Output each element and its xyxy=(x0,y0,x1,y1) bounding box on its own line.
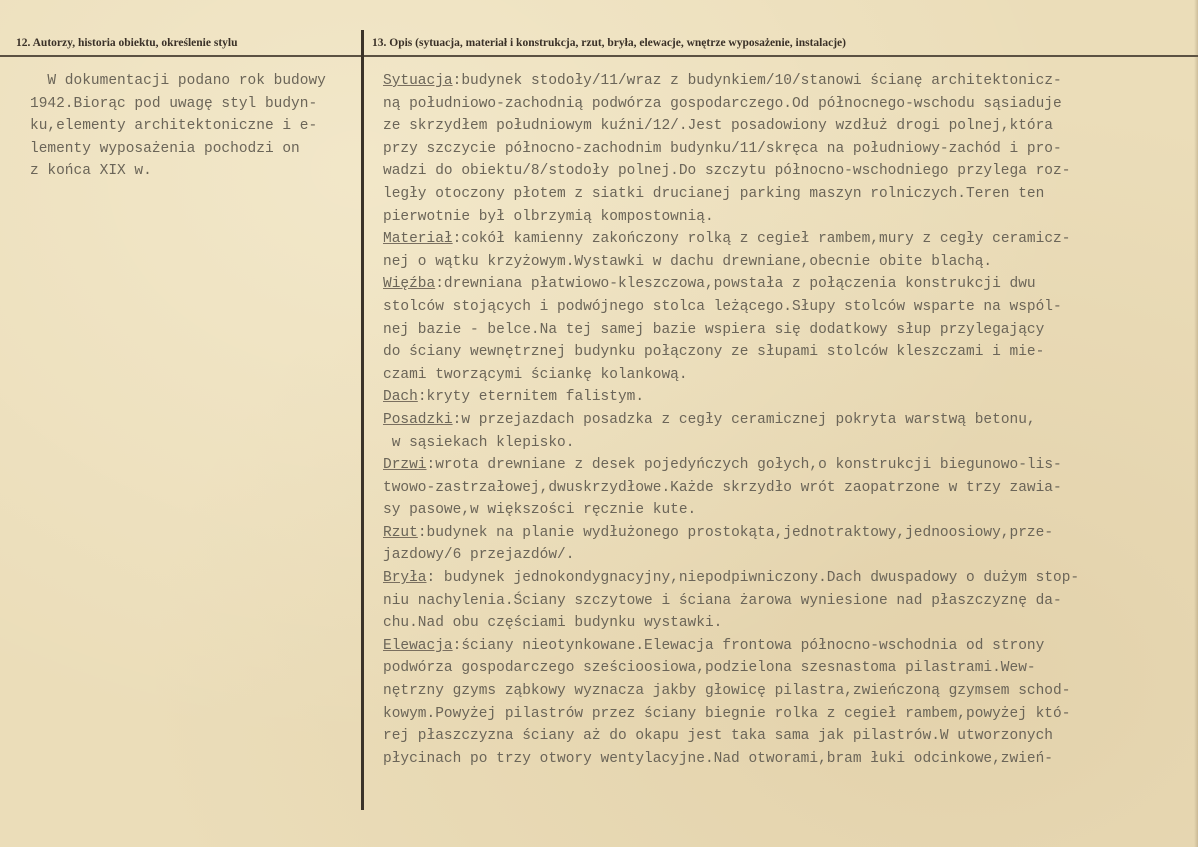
subsection-text: :budynek na planie wydłużonego prostokąta,jednotraktowy,jednoosiowy,prze- xyxy=(417,524,1054,541)
subsection-text: w sąsiekach klepisko. xyxy=(383,434,575,451)
column-divider xyxy=(361,30,364,810)
subsection-text: :drewniana płatwiowo-kleszczowa,powstała z połączenia konstrukcji dwu xyxy=(435,276,1036,293)
section-13-line xyxy=(383,138,1079,161)
section-13-line xyxy=(383,590,1079,613)
subsection-text: czami tworzącymi ściankę kolankową. xyxy=(383,366,688,383)
section-13-line xyxy=(383,115,1079,138)
subsection-text: twowo-zastrzałowej,dwuskrzydłowe.Każde skrzydło wrót zaopatrzone w trzy zawia- xyxy=(383,479,1062,496)
subsection-text: legły otoczony płotem z siatki drucianej parking maszyn rolniczych.Teren ten xyxy=(383,185,1045,202)
subsection-text: nej o wątku krzyżowym.Wystawki w dachu drewniane,obecnie obite blachą. xyxy=(383,253,993,270)
section-13-line xyxy=(383,273,1079,296)
subsection-text: ze skrzydłem południowym kuźni/12/.Jest posadowiony wzdłuż drogi polnej,która xyxy=(383,118,1054,135)
subsection-text: rej płaszczyzna ściany aż do okapu jest taka sama jak pilastrów.W utworzonych xyxy=(383,728,1054,745)
subsection-text: chu.Nad obu częściami budynku wystawki. xyxy=(383,615,723,632)
section-13-line xyxy=(383,454,1079,477)
section-13-line xyxy=(383,544,1079,567)
subsection-label: Elewacja xyxy=(383,637,453,654)
subsection-label: Sytuacja xyxy=(383,73,453,89)
paper-edge-shadow xyxy=(1194,0,1198,847)
section-13-line xyxy=(383,567,1079,590)
section-12-line: z końca XIX w. xyxy=(30,163,152,180)
section-13-line xyxy=(383,296,1079,319)
subsection-text: niu nachylenia.Ściany szczytowe i ściana żarowa wyniesione nad płaszczyznę da- xyxy=(383,592,1062,609)
section-13-line xyxy=(383,522,1079,545)
section-13-line xyxy=(383,228,1079,251)
section-12-body xyxy=(30,70,326,183)
section-13-line xyxy=(383,499,1079,522)
subsection-text: ną południowo-zachodnią podwórza gospodarczego.Od północnego-wschodu sąsiaduje xyxy=(383,95,1062,112)
subsection-label: Bryła xyxy=(383,570,427,587)
section-13-line xyxy=(383,319,1079,342)
section-13-line xyxy=(383,251,1079,274)
section-13-line xyxy=(383,206,1079,229)
subsection-text: stolców stojących i podwójnego stolca leżącego.Słupy stolców wsparte na wspól- xyxy=(383,298,1062,315)
section-13-line xyxy=(383,748,1079,771)
section-12-line: 1942.Biorąc pod uwagę styl budyn- xyxy=(30,95,318,112)
subsection-label: Więźba xyxy=(383,276,436,293)
subsection-label: Dach xyxy=(383,389,418,406)
subsection-text: przy szczycie północno-zachodnim budynku/11/skręca na południowy-zachód i pro- xyxy=(383,140,1062,157)
section-12-heading: 12. Autorzy, historia obiektu, określenie stylu xyxy=(16,37,238,49)
section-13-line xyxy=(383,725,1079,748)
section-13-line xyxy=(383,409,1079,432)
subsection-text: płycinach po trzy otwory wentylacyjne.Nad otworami,bram łuki odcinkowe,zwień- xyxy=(383,750,1054,767)
subsection-text: :cokół kamienny zakończony rolką z cegieł rambem,mury z cegły ceramicz- xyxy=(452,231,1071,248)
subsection-text: do ściany wewnętrznej budynku połączony ze słupami stolców kleszczami i mie- xyxy=(383,344,1045,361)
subsection-text: pierwotnie był olbrzymią kompostownią. xyxy=(383,208,714,225)
section-13-line xyxy=(383,680,1079,703)
section-13-line xyxy=(383,183,1079,206)
subsection-text: :ściany nieotynkowane.Elewacja frontowa północno-wschodnia od strony xyxy=(452,637,1045,654)
section-13-line xyxy=(383,612,1079,635)
section-13-line xyxy=(383,341,1079,364)
section-13-line xyxy=(383,386,1079,409)
subsection-text: : budynek jednokondygnacyjny,niepodpiwniczony.Dach dwuspadowy o dużym stop- xyxy=(426,570,1080,587)
section-12-line: ku,elementy architektoniczne i e- xyxy=(30,118,318,135)
subsection-label: Rzut xyxy=(383,524,418,541)
section-13-line xyxy=(383,635,1079,658)
subsection-text: nętrzny gzyms ząbkowy wyznacza jakby głowicę pilastra,zwieńczoną gzymsem schod- xyxy=(383,683,1071,700)
section-13-line xyxy=(383,364,1079,387)
section-13-line xyxy=(383,703,1079,726)
subsection-text: :wrota drewniane z desek pojedyńczych gołych,o konstrukcji biegunowo-lis- xyxy=(426,457,1062,474)
section-13-line xyxy=(383,93,1079,116)
subsection-text: nej bazie - belce.Na tej samej bazie wspiera się dodatkowy słup przylegający xyxy=(383,321,1045,338)
subsection-text: :w przejazdach posadzka z cegły ceramicznej pokryta warstwą betonu, xyxy=(452,411,1036,428)
header-divider xyxy=(0,55,1198,57)
subsection-text: jazdowy/6 przejazdów/. xyxy=(383,547,575,564)
subsection-label: Materiał xyxy=(383,231,453,248)
subsection-text: podwórza gospodarczego sześcioosiowa,podzielona szesnastoma pilastrami.Wew- xyxy=(383,660,1036,677)
subsection-text: wadzi do obiektu/8/stodoły polnej.Do szczytu północno-wschodniego przylega roz- xyxy=(383,163,1071,180)
section-13-heading: 13. Opis (sytuacja, materiał i konstrukcja, rzut, bryła, elewacje, wnętrze wyposażenie, instalacje) xyxy=(372,37,846,49)
section-13-line xyxy=(383,432,1079,455)
section-12-line: W dokumentacji podano rok budowy xyxy=(30,73,326,89)
subsection-text: :kryty eternitem falistym. xyxy=(417,389,645,406)
section-13-line xyxy=(383,160,1079,183)
section-13-line xyxy=(383,477,1079,500)
subsection-text: sy pasowe,w większości ręcznie kute. xyxy=(383,502,697,519)
subsection-text: kowym.Powyżej pilastrów przez ściany biegnie rolka z cegieł rambem,powyżej któ- xyxy=(383,705,1071,722)
section-13-body xyxy=(383,70,1079,770)
subsection-text: :budynek stodoły/11/wraz z budynkiem/10/stanowi ścianę architektonicz- xyxy=(452,73,1062,89)
section-12-line: lementy wyposażenia pochodzi on xyxy=(30,140,300,157)
subsection-label: Posadzki xyxy=(383,411,453,428)
section-13-line xyxy=(383,70,1079,93)
section-13-line xyxy=(383,657,1079,680)
subsection-label: Drzwi xyxy=(383,457,427,474)
